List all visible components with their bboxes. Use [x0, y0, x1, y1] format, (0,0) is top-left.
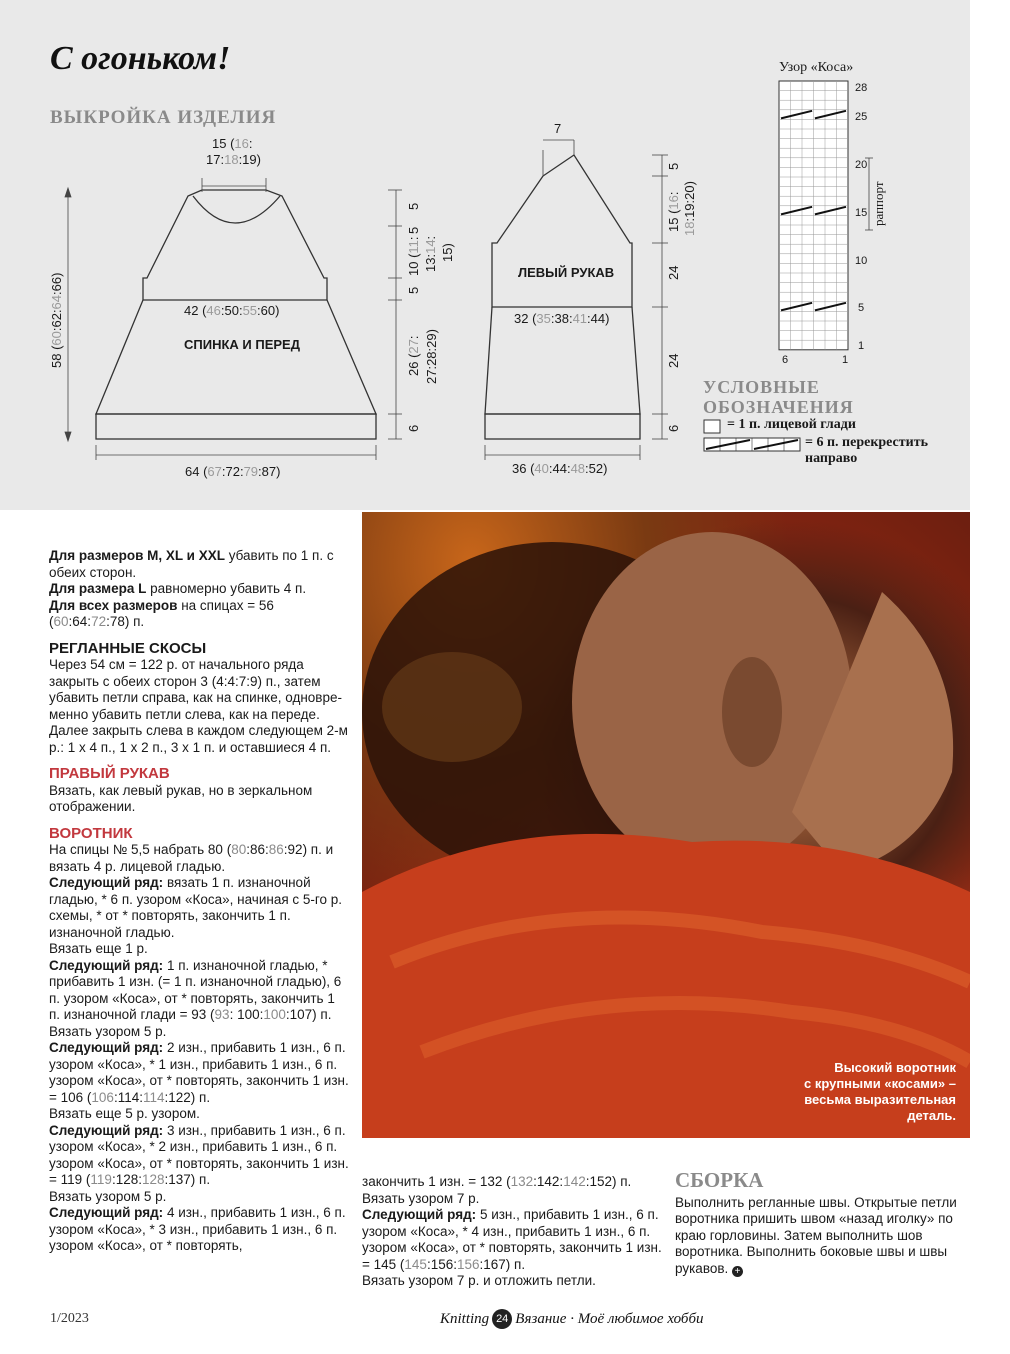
size-value: 93	[214, 1007, 230, 1022]
text: убавить по 1 п. с обеих сторон.	[49, 548, 334, 580]
paragraph	[49, 1123, 349, 1189]
text: 4 изн., прибавить 1 изн., 6 п. узором «Коса», * 3 изн., прибавить 1 изн., 6 п. узором «Коса», от * повторять,	[49, 1205, 346, 1253]
paragraph	[49, 842, 349, 875]
chart-col-label: 1	[842, 354, 849, 366]
paragraph	[49, 958, 349, 1024]
photo-illustration	[362, 512, 970, 1138]
body-side-5c: 5	[406, 286, 421, 294]
size-value: 86	[268, 842, 284, 857]
bold-lead: Следующий ряд:	[49, 875, 164, 890]
sleeve-raglan-label-2: 18:19:20)	[682, 181, 697, 236]
instructions-column-2	[362, 1174, 662, 1290]
sleeve-side-24a: 24	[666, 265, 681, 280]
text: 1 п. изнаночной гладью, * прибавить 1 изн. (= 1 п. изнаночной гладью), 6 п. узором «Коса», от * повторять, закончить 1 п. изнаночной глади = 93 (	[49, 957, 342, 1022]
size-value: 156	[456, 1256, 480, 1272]
size-value: 119	[90, 1172, 112, 1187]
text: закончить 1 изн. = 132 (	[362, 1174, 511, 1189]
section-heading-right-sleeve: ПРАВЫЙ РУКАВ	[49, 765, 170, 782]
text: :114:	[113, 1089, 143, 1105]
bold-lead: Для размеров М, XL и XXL	[49, 548, 225, 563]
assembly-text: Выполнить регланные швы. Открытые петли воротника пришить швом «назад иголку» по краю горловины. Затем выполнить шов воротника. Выполнить боковые швы и швы рукавов.	[675, 1194, 957, 1276]
chart-row-label: 28	[855, 82, 868, 94]
section-heading-collar: ВОРОТНИК	[49, 824, 133, 842]
cable-cross-symbol	[704, 438, 800, 451]
pattern-heading: ВЫКРОЙКА ИЗДЕЛИЯ	[50, 107, 277, 128]
bold-lead: Следующий ряд:	[362, 1207, 477, 1222]
paragraph	[49, 548, 349, 581]
legend-item-stockinette: = 1 п. лицевой глади	[727, 417, 856, 432]
body-side-6: 6	[406, 424, 421, 432]
bold-lead: Следующий ряд:	[49, 1122, 164, 1138]
brand-name: Knitting	[440, 1310, 490, 1327]
size-value: 132	[510, 1174, 534, 1189]
sleeve-side-24b: 24	[666, 353, 681, 368]
text: :86:	[246, 842, 269, 857]
text: :92) п. и вязать 4 р. лицевой гладью.	[49, 842, 334, 874]
paragraph: Вязать узором 5 р.	[49, 1188, 167, 1204]
caption-line: Высокий воротник	[834, 1060, 956, 1075]
paragraph	[49, 1040, 349, 1106]
text: :128:	[111, 1172, 142, 1187]
body-side-label-2: 27:28:29)	[424, 329, 439, 384]
end-mark-icon: +	[732, 1266, 743, 1277]
right-sleeve-text: Вязать, как левый рукав, но в зеркальном отображении.	[49, 782, 313, 814]
text: :152) п.	[585, 1174, 632, 1189]
paragraph	[675, 1195, 967, 1278]
size-value: 142	[563, 1174, 586, 1189]
bold-lead: Для размера L	[49, 581, 147, 596]
text: : 100:	[229, 1007, 264, 1022]
stockinette-symbol	[704, 420, 720, 433]
paragraph	[49, 581, 349, 598]
text: :142:	[533, 1174, 564, 1189]
legend-heading	[703, 377, 893, 417]
paragraph: Вязать еще 1 р.	[49, 941, 148, 956]
sleeve-piece-outline	[485, 155, 640, 439]
body-side-5b: 5	[406, 226, 421, 234]
sleeve-bottom-width-label: 36 (40:44:48:52)	[512, 461, 608, 476]
text: вязать 1 п. изнаночной гладью, * 6 п. узором «Коса», начиная с 5-го р. схемы, * от * повторять, закончить 1 п. изнаночной гладью.	[49, 875, 343, 940]
size-value: 60	[53, 614, 69, 629]
section-heading-raglan: РЕГЛАННЫЕ СКОСЫ	[49, 639, 207, 657]
paragraph: Вязать узором 7 р.	[362, 1190, 480, 1206]
sleeve-side-6: 6	[666, 424, 681, 432]
body-bottom-width-label: 64 (67:72:79:87)	[185, 464, 281, 479]
model-photo	[362, 512, 970, 1138]
paragraph: Вязать узором 5 р.	[49, 1023, 167, 1039]
pattern-diagram	[0, 0, 970, 510]
caption-line: весьма выразительная	[804, 1092, 956, 1107]
sleeve-mid-width-label: 32 (35:38:41:44)	[514, 311, 610, 326]
size-value: 145	[404, 1256, 427, 1272]
sleeve-raglan-label: 15 (16:	[666, 191, 681, 232]
size-value: 114	[142, 1089, 165, 1105]
text: :167) п.	[479, 1256, 526, 1272]
text: На спицы № 5,5 набрать 80 (	[49, 842, 232, 857]
instructions-column-3	[675, 1168, 967, 1277]
chart-title: Узор «Коса»	[779, 60, 854, 75]
issue-number: 1/2023	[50, 1311, 89, 1326]
text: 5 изн., прибавить 1 изн., 6 п. узором «Коса», * 4 изн., прибавить 1 изн., 6 п. узором «Коса», от * повторять, закончить 1 изн. = 145 (	[362, 1207, 662, 1272]
footer-brand	[440, 1309, 704, 1329]
paragraph	[49, 1205, 349, 1255]
text: 3 изн., прибавить 1 изн., 6 п. узором «Коса», * 2 изн., прибавить 1 изн., 6 п. узором «Коса», от * повторять, закончить 1 изн. = 119 (	[49, 1122, 349, 1187]
chart-row-label: 5	[858, 302, 865, 314]
legend-heading-line: УСЛОВНЫЕ	[703, 377, 820, 397]
text: на спицах = 56 (	[49, 597, 274, 629]
caption-line: деталь.	[907, 1108, 956, 1123]
paragraph	[362, 1174, 662, 1191]
body-side-label: 26 (27:	[406, 335, 421, 376]
chart-col-label: 6	[782, 354, 789, 366]
body-mid-width-label: 42 (46:50:55:60)	[184, 303, 280, 318]
chart-row-labels	[855, 82, 867, 352]
size-value: 72	[91, 614, 107, 629]
body-height-label: 58 (60:62:64:66)	[49, 272, 64, 368]
sleeve-top-label: 7	[554, 121, 562, 136]
chart-row-label: 10	[855, 255, 868, 267]
sleeve-dim-lines	[485, 140, 668, 460]
bold-lead: Для всех размеров	[49, 597, 178, 613]
size-value: 106	[91, 1089, 114, 1105]
size-value: 128	[141, 1172, 165, 1187]
page-number: 24	[492, 1309, 512, 1329]
body-raglan-label-2: 13:14:	[423, 235, 438, 272]
size-value: 100	[263, 1007, 286, 1022]
body-raglan-label: 10 (11:	[406, 236, 421, 276]
body-dim-lines	[65, 178, 402, 460]
paragraph: Вязать еще 5 р. узором.	[49, 1106, 200, 1121]
instructions-column-1	[49, 548, 349, 1255]
bold-lead: Следующий ряд:	[49, 957, 164, 973]
legend-item-cable-2: направо	[805, 451, 858, 466]
paragraph	[362, 1207, 662, 1273]
raglan-text: Через 54 см = 122 р. от начального ряда закрыть с обеих сторон 3 (4:4:7:9) п., затем убавить петли справа, как на спинке, одновре-менно убавить петли слева, как на переде. Далее закрыть слева в каждом следующем 2-м р.: 1 х 4 п., 1 х 2 п., 3 х 1 п. и оставшиеся 4 п.	[49, 657, 348, 755]
paragraph: Вязать узором 7 р. и отложить петли.	[362, 1273, 596, 1288]
repeat-label: раппорт	[871, 181, 886, 226]
body-side-5a: 5	[406, 202, 421, 210]
chart-row-label: 20	[855, 159, 868, 171]
size-value: 80	[231, 842, 247, 857]
body-raglan-label-3: 15)	[440, 243, 455, 262]
neck-width-label: 15 (16:	[212, 136, 253, 151]
magazine-tagline: Вязание · Моё любимое хобби	[515, 1310, 704, 1327]
text: :107) п.	[285, 1007, 332, 1022]
legend-item-cable: = 6 п. перекрестить	[805, 435, 928, 450]
sleeve-piece-label: ЛЕВЫЙ РУКАВ	[518, 265, 615, 280]
caption-line: с крупными «косами» –	[803, 1076, 956, 1091]
text: равномерно убавить 4 п.	[146, 581, 307, 596]
text: :64:	[68, 614, 92, 629]
page-title: С огоньком!	[50, 40, 231, 77]
bold-lead: Следующий ряд:	[49, 1205, 164, 1220]
text: :78) п.	[106, 614, 145, 629]
paragraph	[49, 598, 349, 631]
text: :137) п.	[164, 1172, 211, 1187]
chart-row-label: 25	[855, 111, 868, 123]
bold-lead: Следующий ряд:	[49, 1040, 164, 1055]
text: :122) п.	[164, 1089, 211, 1105]
photo-caption	[756, 1060, 956, 1124]
legend-heading-line: ОБОЗНАЧЕНИЯ	[703, 397, 854, 417]
chart-row-label: 1	[858, 340, 865, 352]
chart-row-label: 15	[855, 207, 868, 219]
text: 2 изн., прибавить 1 изн., 6 п. узором «Коса», * 1 изн., прибавить 1 изн., 6 п. узором «Коса», от * повторять, закончить 1 изн. = 106 (	[49, 1040, 349, 1105]
body-piece-label: СПИНКА И ПЕРЕД	[184, 337, 300, 352]
paragraph	[49, 875, 349, 941]
sleeve-side-5: 5	[666, 162, 681, 170]
text: :156:	[426, 1256, 457, 1272]
section-heading-assembly: СБОРКА	[675, 1168, 764, 1192]
cable-chart-grid	[779, 81, 848, 350]
neck-width-label-2: 17:18:19)	[206, 152, 261, 167]
